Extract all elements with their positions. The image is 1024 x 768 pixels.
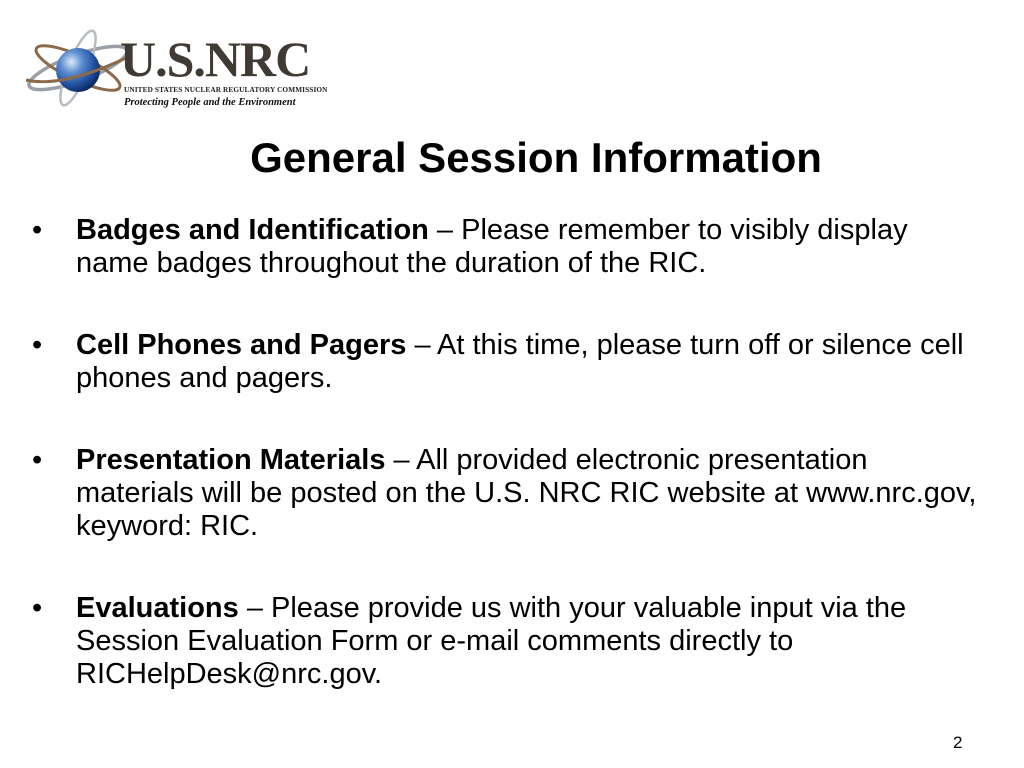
- logo-name: U.S.NRC: [120, 31, 311, 87]
- bullet-text: – All provided electronic presentation materials will be posted on the U.S. NRC RIC website at www.nrc.gov, keyword: RIC.: [76, 444, 977, 542]
- bullet-heading: Evaluations: [76, 592, 239, 624]
- logo-tagline: Protecting People and the Environment: [124, 97, 296, 108]
- bullet-cell-phones: [30, 329, 980, 395]
- bullet-presentation-materials: [30, 444, 980, 543]
- bullet-heading: Presentation Materials: [76, 444, 386, 476]
- bullet-dot-icon: •: [32, 592, 43, 624]
- bullet-dot-icon: •: [32, 329, 43, 361]
- bullet-dot-icon: •: [32, 214, 43, 246]
- nrc-logo: [22, 18, 332, 118]
- bullet-heading: Cell Phones and Pagers: [76, 329, 407, 361]
- bullet-text: – Please remember to visibly display name badges throughout the duration of the RIC.: [76, 214, 908, 279]
- bullet-heading: Badges and Identification: [76, 214, 429, 246]
- bullet-evaluations: [30, 592, 980, 691]
- bullet-dot-icon: •: [32, 444, 43, 476]
- bullet-text: – At this time, please turn off or silence cell phones and pagers.: [76, 329, 964, 394]
- atom-globe-icon: [22, 18, 132, 114]
- bullet-text: – Please provide us with your valuable input via the Session Evaluation Form or e-mail comments directly to RICHelpDesk@nrc.gov.: [76, 592, 907, 690]
- slide-title: General Session Information: [250, 134, 822, 181]
- page-number: 2: [953, 733, 963, 752]
- logo-subtitle: UNITED STATES NUCLEAR REGULATORY COMMISSION: [124, 85, 328, 94]
- bullet-list: [30, 214, 980, 691]
- bullet-badges: [30, 214, 980, 280]
